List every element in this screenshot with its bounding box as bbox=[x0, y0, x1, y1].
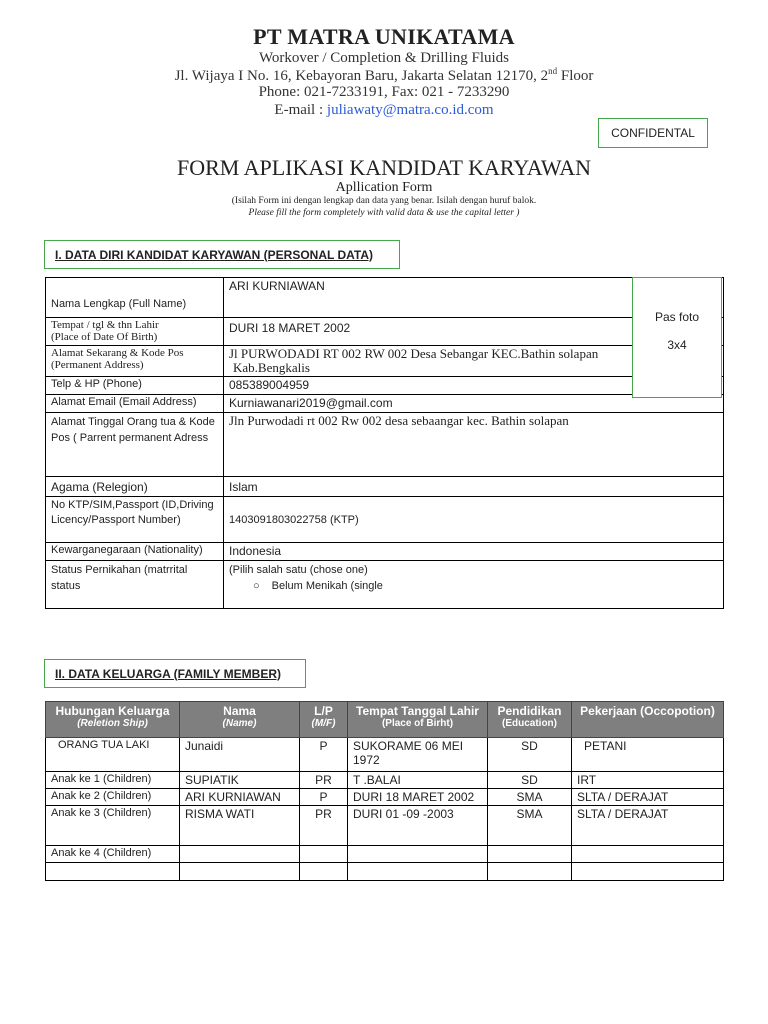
cell-occupation[interactable] bbox=[572, 863, 724, 881]
cell-education[interactable]: SD bbox=[488, 772, 572, 789]
confidential-box: CONFIDENTAL bbox=[598, 118, 708, 148]
field-parent-address[interactable]: Jln Purwodadi rt 002 Rw 002 desa sebaangar kec. Bathin solapan bbox=[224, 413, 724, 477]
cell-birth[interactable] bbox=[348, 863, 488, 881]
row-religion bbox=[46, 477, 724, 497]
field-birth[interactable]: DURI 18 MARET 2002 bbox=[224, 318, 724, 346]
cell-relation[interactable]: ORANG TUA LAKI bbox=[46, 738, 180, 772]
photo-box[interactable] bbox=[632, 277, 722, 398]
cell-relation[interactable]: Anak ke 1 (Children) bbox=[46, 772, 180, 789]
company-address: Jl. Wijaya I No. 16, Kebayoran Baru, Jakarta Selatan 12170, 2nd Floor bbox=[174, 66, 594, 84]
cell-gender[interactable]: P bbox=[300, 789, 348, 806]
cell-gender[interactable]: PR bbox=[300, 772, 348, 789]
label-id-number: No KTP/SIM,Passport (ID,Driving Licency/Passport Number) bbox=[46, 497, 224, 543]
section-family-title: II. DATA KELUARGA (FAMILY MEMBER) bbox=[44, 659, 306, 688]
cell-name[interactable]: SUPIATIK bbox=[180, 772, 300, 789]
section-personal-data-title: I. DATA DIRI KANDIDAT KARYAWAN (PERSONAL DATA) bbox=[44, 240, 400, 269]
form-title: FORM APLIKASI KANDIDAT KARYAWAN bbox=[176, 155, 592, 180]
field-marital-status[interactable]: (Pilih salah satu (chose one) ○ Belum Menikah (single bbox=[224, 561, 724, 609]
cell-name[interactable]: RISMA WATI bbox=[180, 806, 300, 846]
cell-name[interactable] bbox=[180, 863, 300, 881]
cell-gender[interactable] bbox=[300, 863, 348, 881]
cell-birth[interactable]: DURI 18 MARET 2002 bbox=[348, 789, 488, 806]
cell-birth[interactable] bbox=[348, 846, 488, 863]
company-division: Workover / Completion & Drilling Fluids bbox=[258, 50, 510, 66]
row-marital-status bbox=[46, 561, 724, 609]
field-full-name[interactable]: ARI KURNIAWAN bbox=[224, 278, 724, 318]
header-education: Pendidikan (Education) bbox=[488, 702, 572, 738]
row-phone bbox=[46, 377, 724, 395]
label-nationality: Kewarganegaraan (Nationality) bbox=[46, 543, 224, 561]
field-nationality[interactable]: Indonesia bbox=[224, 543, 724, 561]
family-row bbox=[46, 806, 724, 846]
cell-gender[interactable] bbox=[300, 846, 348, 863]
row-email bbox=[46, 395, 724, 413]
cell-birth[interactable]: SUKORAME 06 MEI 1972 bbox=[348, 738, 488, 772]
field-religion[interactable]: Islam bbox=[224, 477, 724, 497]
radio-circle-icon[interactable]: ○ bbox=[253, 580, 260, 592]
header-gender: L/P (M/F) bbox=[300, 702, 348, 738]
label-marital-status: Status Pernikahan (matrrital status bbox=[46, 561, 224, 609]
label-email: Alamat Email (Email Address) bbox=[46, 395, 224, 413]
photo-label: Pas foto bbox=[654, 310, 700, 324]
cell-gender[interactable]: P bbox=[300, 738, 348, 772]
cell-education[interactable]: SMA bbox=[488, 806, 572, 846]
cell-gender[interactable]: PR bbox=[300, 806, 348, 846]
family-row bbox=[46, 772, 724, 789]
cell-name[interactable] bbox=[180, 846, 300, 863]
company-email: E-mail : juliawaty@matra.co.id.com bbox=[274, 102, 494, 118]
cell-relation[interactable] bbox=[46, 863, 180, 881]
cell-education[interactable] bbox=[488, 863, 572, 881]
row-address bbox=[46, 346, 724, 377]
row-nationality bbox=[46, 543, 724, 561]
cell-education[interactable]: SMA bbox=[488, 789, 572, 806]
cell-education[interactable]: SD bbox=[488, 738, 572, 772]
cell-occupation[interactable]: PETANI bbox=[572, 738, 724, 772]
email-link[interactable]: juliawaty@matra.co.id.com bbox=[326, 102, 494, 118]
field-email[interactable]: Kurniawanari2019@gmail.com bbox=[224, 395, 724, 413]
field-phone[interactable]: 085389004959 bbox=[224, 377, 724, 395]
header-occupation: Pekerjaan (Occopotion) bbox=[572, 702, 724, 738]
cell-relation[interactable]: Anak ke 3 (Children) bbox=[46, 806, 180, 846]
cell-name[interactable]: ARI KURNIAWAN bbox=[180, 789, 300, 806]
row-full-name bbox=[46, 278, 724, 318]
form-instruction-id: (Isilah Form ini dengan lengkap dan data yang benar. Isilah dengan huruf balok. bbox=[231, 196, 537, 206]
family-row bbox=[46, 863, 724, 881]
cell-relation[interactable]: Anak ke 4 (Children) bbox=[46, 846, 180, 863]
family-table bbox=[45, 701, 724, 881]
cell-occupation[interactable] bbox=[572, 846, 724, 863]
cell-occupation[interactable]: IRT bbox=[572, 772, 724, 789]
row-id-number bbox=[46, 497, 724, 543]
company-phone: Phone: 021-7233191, Fax: 021 - 7233290 bbox=[258, 84, 510, 100]
marital-option[interactable]: ○ Belum Menikah (single bbox=[253, 580, 383, 592]
cell-birth[interactable]: DURI 01 -09 -2003 bbox=[348, 806, 488, 846]
cell-relation[interactable]: Anak ke 2 (Children) bbox=[46, 789, 180, 806]
family-header-row bbox=[46, 702, 724, 738]
family-row bbox=[46, 738, 724, 772]
label-full-name: Nama Lengkap (Full Name) bbox=[46, 278, 224, 318]
personal-data-table bbox=[45, 277, 724, 609]
header-relation: Hubungan Keluarga (Reletion Ship) bbox=[46, 702, 180, 738]
cell-occupation[interactable]: SLTA / DERAJAT bbox=[572, 806, 724, 846]
company-name: PT MATRA UNIKATAMA bbox=[253, 24, 515, 49]
header-birth: Tempat Tanggal Lahir (Place of Birht) bbox=[348, 702, 488, 738]
label-parent-address: Alamat Tinggal Orang tua & Kode Pos ( Parrent permanent Adress bbox=[46, 413, 224, 477]
family-row bbox=[46, 846, 724, 863]
field-id-number[interactable]: 1403091803022758 (KTP) bbox=[224, 497, 724, 543]
family-row bbox=[46, 789, 724, 806]
header-name: Nama (Name) bbox=[180, 702, 300, 738]
form-subtitle: Apllication Form bbox=[335, 180, 433, 195]
cell-education[interactable] bbox=[488, 846, 572, 863]
photo-size: 3x4 bbox=[667, 338, 687, 352]
label-address: Alamat Sekarang & Kode Pos (Permanent Address) bbox=[46, 346, 224, 377]
field-address[interactable]: Jl PURWODADI RT 002 RW 002 Desa Sebangar KEC.Bathin solapan Kab.Bengkalis bbox=[224, 346, 724, 377]
label-religion: Agama (Relegion) bbox=[46, 477, 224, 497]
row-birth bbox=[46, 318, 724, 346]
form-instruction-en: Please fill the form completely with valid data & use the capital letter ) bbox=[248, 208, 520, 218]
label-phone: Telp & HP (Phone) bbox=[46, 377, 224, 395]
row-parent-address bbox=[46, 413, 724, 477]
cell-occupation[interactable]: SLTA / DERAJAT bbox=[572, 789, 724, 806]
cell-name[interactable]: Junaidi bbox=[180, 738, 300, 772]
label-birth: Tempat / tgl & thn Lahir (Place of Date Of Birth) bbox=[46, 318, 224, 346]
cell-birth[interactable]: T .BALAI bbox=[348, 772, 488, 789]
